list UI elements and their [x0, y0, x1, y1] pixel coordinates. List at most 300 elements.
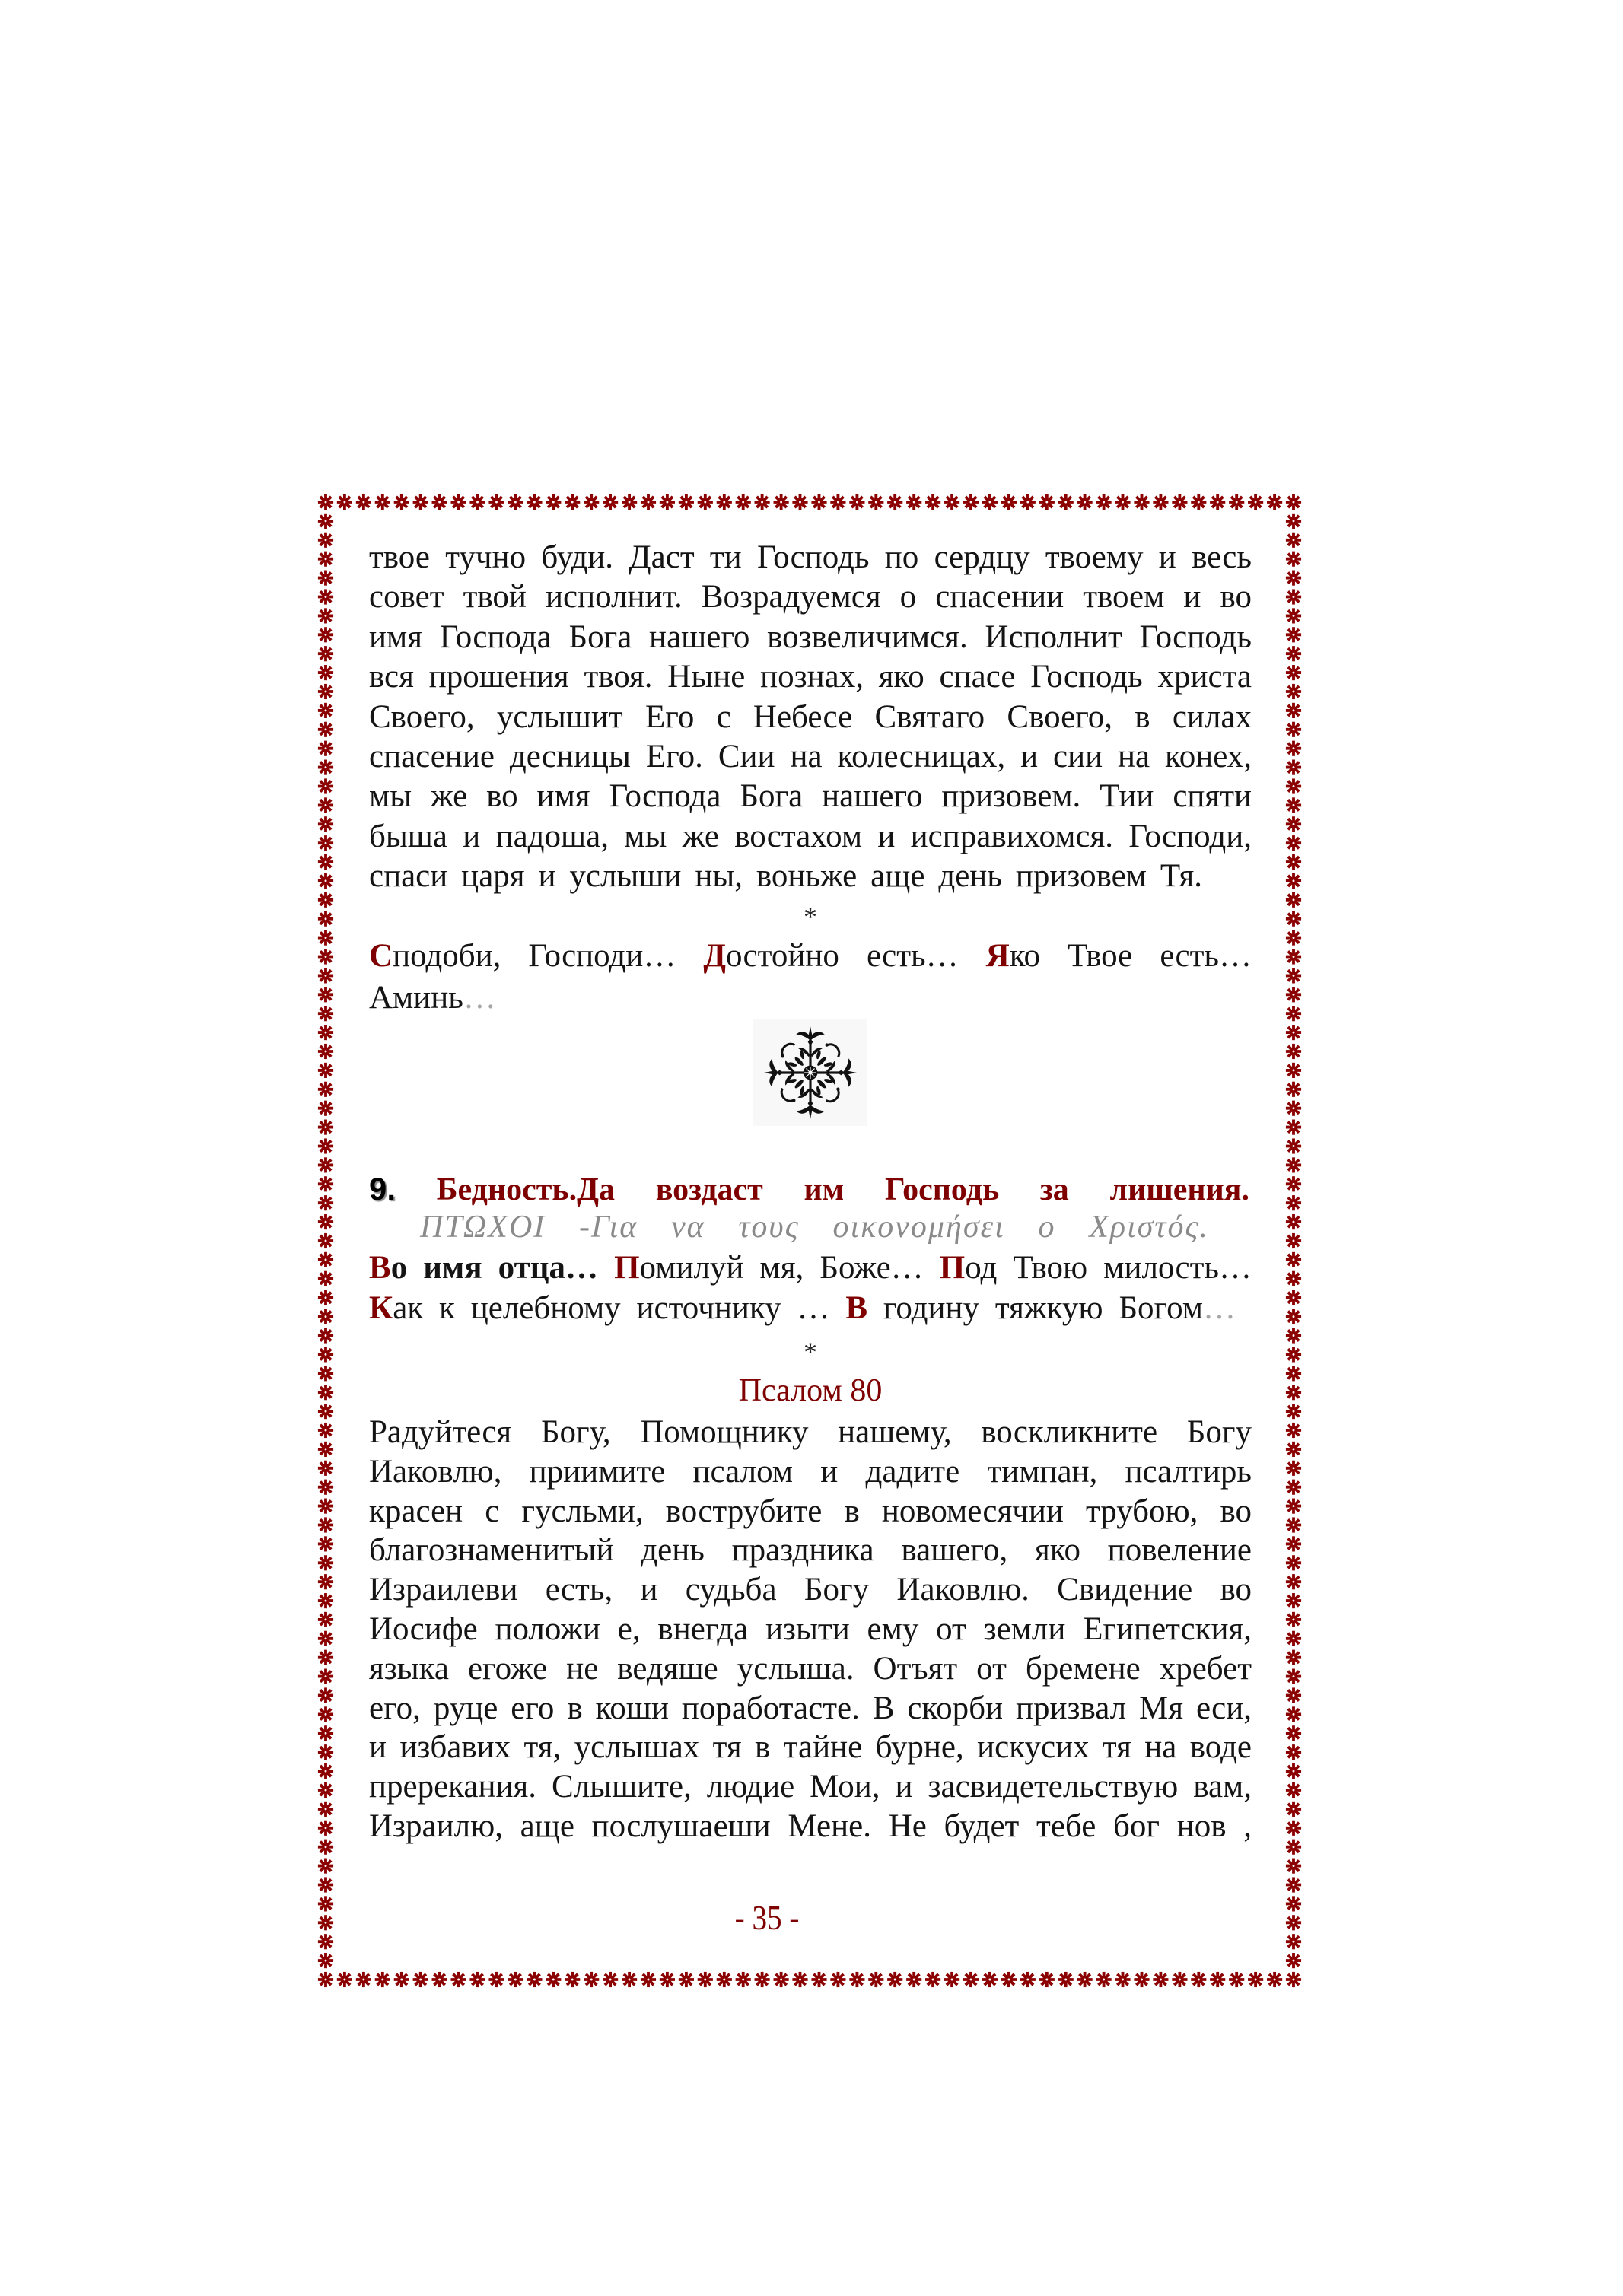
section-heading	[369, 1169, 1249, 1209]
border-star-icon	[508, 1972, 523, 1987]
border-star-icon	[1286, 1840, 1301, 1855]
border-star-icon	[1286, 741, 1301, 756]
drop-initial: К	[369, 1290, 393, 1326]
border-star-icon	[318, 1480, 333, 1495]
border-star-icon	[1286, 968, 1301, 983]
border-star-icon	[830, 494, 845, 510]
border-star-icon	[1286, 1025, 1301, 1040]
text-line: Израилю, аще послушаеши Мене. Не будет тебе бог нов ,	[369, 1808, 1252, 1844]
border-star-icon	[1229, 1972, 1244, 1987]
border-star-icon	[318, 552, 333, 567]
prayer-text: ак к целебному источнику …	[393, 1290, 846, 1326]
border-star-icon	[1286, 1593, 1301, 1608]
border-star-icon	[318, 797, 333, 813]
border-star-icon	[1058, 494, 1074, 510]
border-star-icon	[1286, 1101, 1301, 1116]
border-star-icon	[318, 1593, 333, 1608]
border-star-icon	[1286, 533, 1301, 548]
prayer-text: омилуй мя, Боже…	[639, 1250, 940, 1286]
border-star-icon	[318, 816, 333, 832]
border-star-icon	[1286, 1725, 1301, 1741]
border-star-icon	[318, 665, 333, 680]
text-line: Радуйтеся Богу, Помощнику нашему, воскликните Богу	[369, 1414, 1252, 1450]
border-star-icon	[1286, 835, 1301, 851]
border-star-icon	[1286, 589, 1301, 604]
border-star-icon	[1286, 1915, 1301, 1930]
border-star-icon	[318, 1271, 333, 1286]
border-star-icon	[660, 494, 675, 510]
border-star-icon	[318, 1802, 333, 1817]
border-star-icon	[318, 1536, 333, 1551]
border-star-icon	[318, 1972, 333, 1987]
border-star-icon	[1286, 987, 1301, 1002]
border-star-icon	[1134, 494, 1149, 510]
border-star-icon	[1286, 1953, 1301, 1968]
border-star-icon	[318, 1120, 333, 1135]
border-star-icon	[318, 1821, 333, 1836]
border-star-icon	[1286, 797, 1301, 813]
border-star-icon	[1286, 1328, 1301, 1343]
border-star-icon	[318, 1101, 333, 1116]
drop-initial: В	[369, 1250, 391, 1286]
border-star-icon	[868, 494, 883, 510]
border-star-icon	[1286, 892, 1301, 908]
prayer-text: о имя отца…	[390, 1250, 615, 1286]
border-star-icon	[1286, 552, 1301, 567]
border-star-icon	[318, 533, 333, 548]
border-star-icon	[1286, 873, 1301, 889]
border-star-icon	[641, 1972, 656, 1987]
border-star-icon	[318, 1138, 333, 1153]
border-star-icon	[1286, 1555, 1301, 1570]
border-star-icon	[1286, 1536, 1301, 1551]
prayer-text: годину тяжкую Богом	[867, 1290, 1204, 1326]
border-star-icon	[1286, 1612, 1301, 1627]
border-star-icon	[792, 494, 807, 510]
border-star-icon	[679, 494, 694, 510]
border-star-icon	[375, 494, 390, 510]
border-star-icon	[774, 494, 789, 510]
border-star-icon	[698, 494, 713, 510]
border-star-icon	[318, 1840, 333, 1855]
border-star-icon	[1286, 1574, 1301, 1589]
border-star-icon	[1286, 1896, 1301, 1911]
amen-line	[369, 978, 1252, 1018]
border-star-icon	[318, 1006, 333, 1021]
border-star-icon	[318, 494, 333, 510]
text-line: спаси царя и услыши ны, воньже аще день призовем Тя.	[369, 858, 1202, 895]
border-star-icon	[1058, 1972, 1074, 1987]
border-star-icon	[906, 1972, 921, 1987]
border-star-icon	[318, 1385, 333, 1400]
page-number: - 35 -	[734, 1898, 800, 1937]
text-line: Иаковлю, приимите псалом и дадите тимпан, псалтирь	[369, 1453, 1252, 1490]
floral-cross-ornament-icon	[762, 1025, 858, 1121]
text-line: красен с гусльми, вострубите в новомесячии трубою, во	[369, 1493, 1252, 1529]
border-star-icon	[1286, 911, 1301, 927]
border-star-icon	[1286, 1631, 1301, 1646]
border-star-icon	[318, 1612, 333, 1627]
prayer-text: ко Твое есть…	[1009, 938, 1252, 974]
border-star-icon	[963, 1972, 979, 1987]
border-star-icon	[1286, 1063, 1301, 1078]
border-star-icon	[963, 494, 979, 510]
text-line: языка егоже не ведяше услыша. Отъят от бремене хребет	[369, 1650, 1252, 1687]
drop-initial: С	[369, 938, 393, 974]
border-star-icon	[318, 1063, 333, 1078]
border-star-icon	[318, 1252, 333, 1267]
border-star-icon	[1286, 1044, 1301, 1059]
border-star-icon	[318, 1423, 333, 1438]
border-star-icon	[527, 494, 542, 510]
border-star-icon	[318, 1706, 333, 1722]
border-star-icon	[1286, 1763, 1301, 1779]
border-star-icon	[1191, 494, 1206, 510]
border-star-icon	[318, 571, 333, 586]
border-star-icon	[641, 494, 656, 510]
border-star-icon	[1286, 1461, 1301, 1476]
border-star-icon	[1286, 646, 1301, 661]
border-star-icon	[1286, 1934, 1301, 1949]
border-star-icon	[1267, 494, 1282, 510]
border-star-icon	[318, 1347, 333, 1362]
ellipsis: …	[1203, 1290, 1236, 1326]
border-star-icon	[318, 968, 333, 983]
border-star-icon	[318, 1763, 333, 1779]
border-star-icon	[603, 494, 618, 510]
border-star-icon	[679, 1972, 694, 1987]
prayer-text: подоби, Господи…	[393, 938, 704, 974]
border-star-icon	[318, 1725, 333, 1741]
border-star-icon	[849, 494, 864, 510]
border-star-icon	[1229, 494, 1244, 510]
psalm-80-text	[369, 1413, 1252, 1846]
border-star-icon	[318, 1631, 333, 1646]
border-star-icon	[1286, 703, 1301, 718]
ornament-frame	[753, 1019, 867, 1126]
border-star-icon	[1286, 1176, 1301, 1191]
border-star-icon	[1039, 494, 1055, 510]
border-star-icon	[356, 1972, 371, 1987]
border-star-icon	[1191, 1972, 1206, 1987]
border-star-icon	[1115, 494, 1130, 510]
border-star-icon	[1172, 1972, 1187, 1987]
border-star-icon	[1020, 1972, 1036, 1987]
border-star-icon	[736, 494, 751, 510]
border-star-icon	[1286, 1233, 1301, 1248]
border-star-icon	[1286, 1687, 1301, 1703]
border-star-icon	[318, 1176, 333, 1191]
border-star-icon	[1153, 494, 1168, 510]
section-number: 9.	[369, 1171, 396, 1207]
border-star-icon	[1001, 1972, 1017, 1987]
border-star-icon	[1286, 1385, 1301, 1400]
border-star-icon	[1286, 1877, 1301, 1892]
border-star-icon	[394, 494, 409, 510]
border-star-icon	[318, 1574, 333, 1589]
border-star-icon	[868, 1972, 883, 1987]
border-star-icon	[1286, 1442, 1301, 1457]
border-star-icon	[1077, 494, 1093, 510]
border-star-icon	[318, 608, 333, 623]
border-star-icon	[1286, 1517, 1301, 1532]
border-star-icon	[318, 1025, 333, 1040]
paragraph-psalm-continuation	[369, 538, 1252, 897]
border-star-icon	[318, 1934, 333, 1949]
text-line: твое тучно буди. Даст ти Господь по сердцу твоему и весь	[369, 539, 1252, 575]
border-star-icon	[318, 1555, 333, 1570]
border-star-icon	[432, 494, 447, 510]
border-star-icon	[318, 1650, 333, 1665]
border-star-icon	[1286, 684, 1301, 699]
prayers-line-2	[369, 1289, 1236, 1328]
border-star-icon	[318, 760, 333, 775]
text-line: его, руце его в коши поработасте. В скорби призвал Мя еси,	[369, 1690, 1252, 1726]
border-star-icon	[1210, 1972, 1225, 1987]
border-star-icon	[318, 873, 333, 889]
border-star-icon	[318, 646, 333, 661]
border-star-icon	[565, 494, 580, 510]
border-star-icon	[660, 1972, 675, 1987]
section-title: Бедность.Да воздаст им Господь за лишения.	[436, 1172, 1250, 1207]
border-star-icon	[982, 494, 998, 510]
border-star-icon	[1286, 1271, 1301, 1286]
border-star-icon	[1286, 760, 1301, 775]
border-star-icon	[318, 514, 333, 529]
text-line: совет твой исполнит. Возрадуемся о спасении твоем и во	[369, 579, 1252, 615]
border-star-icon	[717, 1972, 732, 1987]
border-star-icon	[1286, 1859, 1301, 1874]
prayer-text: остойно есть…	[725, 938, 986, 974]
border-star-icon	[1286, 1669, 1301, 1684]
border-star-icon	[736, 1972, 751, 1987]
greek-subtitle: ΠΤΩΧΟΙ -Για να τους οικονομήσει ο Χριστός.	[420, 1210, 1209, 1245]
border-star-icon	[1286, 571, 1301, 586]
border-star-icon	[546, 494, 561, 510]
border-star-icon	[318, 703, 333, 718]
text-line: Иосифе положи е, внегда изыти ему от земли Египетския,	[369, 1611, 1252, 1647]
border-star-icon	[1001, 494, 1017, 510]
border-star-icon	[318, 1915, 333, 1930]
border-star-icon	[849, 1972, 864, 1987]
border-star-icon	[318, 778, 333, 793]
border-star-icon	[1286, 1195, 1301, 1210]
border-star-icon	[1096, 494, 1112, 510]
border-star-icon	[925, 1972, 940, 1987]
border-star-icon	[792, 1972, 807, 1987]
border-star-icon	[1248, 1972, 1263, 1987]
border-star-icon	[488, 494, 504, 510]
border-star-icon	[1286, 1650, 1301, 1665]
border-star-icon	[1286, 1802, 1301, 1817]
border-star-icon	[318, 835, 333, 851]
text-line: быша и падоша, мы же востахом и исправихомся. Господи,	[369, 818, 1252, 854]
border-star-icon	[318, 892, 333, 908]
text-line: Израилеви есть, и судьба Богу Иаковлю. Свидение во	[369, 1572, 1252, 1608]
border-star-icon	[318, 1328, 333, 1343]
border-star-icon	[1286, 1157, 1301, 1172]
border-star-icon	[698, 1972, 713, 1987]
border-star-icon	[1286, 1404, 1301, 1419]
border-star-icon	[1286, 1214, 1301, 1229]
border-star-icon	[603, 1972, 618, 1987]
text-line: имя Господа Бога нашего возвеличимся. Исполнит Господь	[369, 619, 1252, 655]
border-star-icon	[1286, 1744, 1301, 1760]
border-star-icon	[1286, 1821, 1301, 1836]
text-line: благознаменитый день праздника вашего, яко повеление	[369, 1532, 1252, 1569]
border-star-icon	[811, 494, 826, 510]
border-star-icon	[1286, 1499, 1301, 1514]
border-star-icon	[1286, 1972, 1301, 1987]
border-star-icon	[584, 494, 599, 510]
border-star-icon	[318, 1461, 333, 1476]
border-star-icon	[318, 1404, 333, 1419]
border-star-icon	[1286, 1782, 1301, 1798]
border-star-icon	[318, 1157, 333, 1172]
drop-initial: П	[939, 1250, 966, 1286]
prayer-text: од Твою милость…	[965, 1250, 1252, 1286]
text-line: вся прошения твоя. Ныне познах, яко спасе Господь христа	[369, 659, 1252, 695]
border-star-icon	[318, 684, 333, 699]
border-star-icon	[774, 1972, 789, 1987]
border-star-icon	[318, 627, 333, 642]
border-star-icon	[318, 1953, 333, 1968]
border-star-icon	[1172, 494, 1187, 510]
border-star-icon	[318, 1082, 333, 1097]
prayers-line-1	[369, 1248, 1252, 1288]
border-star-icon	[830, 1972, 845, 1987]
border-star-icon	[318, 1782, 333, 1798]
border-star-icon	[1286, 1290, 1301, 1305]
border-star-icon	[318, 1896, 333, 1911]
border-star-icon	[337, 494, 352, 510]
closing-prayers-line	[369, 937, 1252, 976]
border-star-icon	[469, 1972, 485, 1987]
border-star-icon	[755, 494, 770, 510]
border-star-icon	[1286, 1252, 1301, 1267]
text-line: Своего, услышит Его с Небесе Святаго Своего, в силах	[369, 698, 1252, 735]
border-star-icon	[318, 1442, 333, 1457]
border-star-icon	[1286, 722, 1301, 737]
border-star-icon	[887, 494, 902, 510]
border-star-icon	[394, 1972, 409, 1987]
border-star-icon	[356, 494, 371, 510]
psalm-title: Псалом 80	[738, 1373, 883, 1408]
border-star-icon	[1286, 1006, 1301, 1021]
border-star-icon	[1286, 816, 1301, 832]
border-star-icon	[1286, 514, 1301, 529]
border-star-icon	[318, 1687, 333, 1703]
text-line: и избавих тя, услышах тя в тайне бурне, искусих тя на воде	[369, 1729, 1252, 1766]
border-star-icon	[527, 1972, 542, 1987]
border-star-icon	[1286, 665, 1301, 680]
border-star-icon	[622, 1972, 637, 1987]
border-star-icon	[318, 1744, 333, 1760]
text-line: мы же во имя Господа Бога нашего призовем. Тии спяти	[369, 778, 1252, 815]
border-star-icon	[318, 1499, 333, 1514]
border-star-icon	[413, 1972, 428, 1987]
text-line: спасение десницы Его. Сии на колесницах, и сии на конех,	[369, 738, 1252, 774]
border-star-icon	[1286, 1366, 1301, 1381]
drop-initial: П	[614, 1250, 640, 1286]
border-star-icon	[1286, 1347, 1301, 1362]
border-star-icon	[1286, 608, 1301, 623]
border-star-icon	[1286, 778, 1301, 793]
border-star-icon	[755, 1972, 770, 1987]
border-star-icon	[469, 494, 485, 510]
border-star-icon	[318, 722, 333, 737]
border-star-icon	[318, 1366, 333, 1381]
border-star-icon	[318, 987, 333, 1002]
border-star-icon	[318, 930, 333, 946]
border-star-icon	[375, 1972, 390, 1987]
border-star-icon	[1077, 1972, 1093, 1987]
drop-initial: Я	[985, 938, 1010, 974]
asterisk-separator: *	[804, 902, 817, 932]
border-star-icon	[887, 1972, 902, 1987]
amen-text: Аминь	[369, 980, 463, 1016]
border-star-icon	[1286, 949, 1301, 964]
border-star-icon	[622, 494, 637, 510]
border-star-icon	[546, 1972, 561, 1987]
border-star-icon	[1286, 494, 1301, 510]
border-star-icon	[318, 911, 333, 927]
asterisk-separator: *	[804, 1337, 817, 1367]
ellipsis: …	[463, 980, 496, 1016]
border-star-icon	[1096, 1972, 1112, 1987]
border-star-icon	[1286, 930, 1301, 946]
border-star-icon	[1020, 494, 1036, 510]
border-star-icon	[982, 1972, 998, 1987]
drop-initial: В	[845, 1290, 867, 1326]
border-star-icon	[1286, 1706, 1301, 1722]
border-star-icon	[318, 1290, 333, 1305]
border-star-icon	[584, 1972, 599, 1987]
border-star-icon	[318, 1669, 333, 1684]
border-star-icon	[318, 854, 333, 870]
border-star-icon	[565, 1972, 580, 1987]
border-star-icon	[318, 1517, 333, 1532]
border-star-icon	[1153, 1972, 1168, 1987]
border-star-icon	[1286, 1480, 1301, 1495]
border-star-icon	[413, 494, 428, 510]
border-star-icon	[1286, 627, 1301, 642]
border-star-icon	[1286, 1082, 1301, 1097]
border-star-icon	[318, 1214, 333, 1229]
border-star-icon	[318, 949, 333, 964]
border-star-icon	[1286, 1309, 1301, 1324]
border-star-icon	[318, 589, 333, 604]
border-star-icon	[1134, 1972, 1149, 1987]
border-star-icon	[944, 494, 959, 510]
border-star-icon	[451, 494, 466, 510]
border-star-icon	[451, 1972, 466, 1987]
border-star-icon	[1115, 1972, 1130, 1987]
border-star-icon	[1286, 1423, 1301, 1438]
border-star-icon	[1039, 1972, 1055, 1987]
drop-initial: Д	[703, 938, 726, 974]
border-star-icon	[318, 1309, 333, 1324]
border-star-icon	[1286, 1138, 1301, 1153]
border-star-icon	[318, 1877, 333, 1892]
border-star-icon	[318, 1195, 333, 1210]
border-star-icon	[1248, 494, 1263, 510]
border-star-icon	[508, 494, 523, 510]
border-star-icon	[318, 741, 333, 756]
border-star-icon	[1286, 854, 1301, 870]
border-star-icon	[717, 494, 732, 510]
border-star-icon	[337, 1972, 352, 1987]
